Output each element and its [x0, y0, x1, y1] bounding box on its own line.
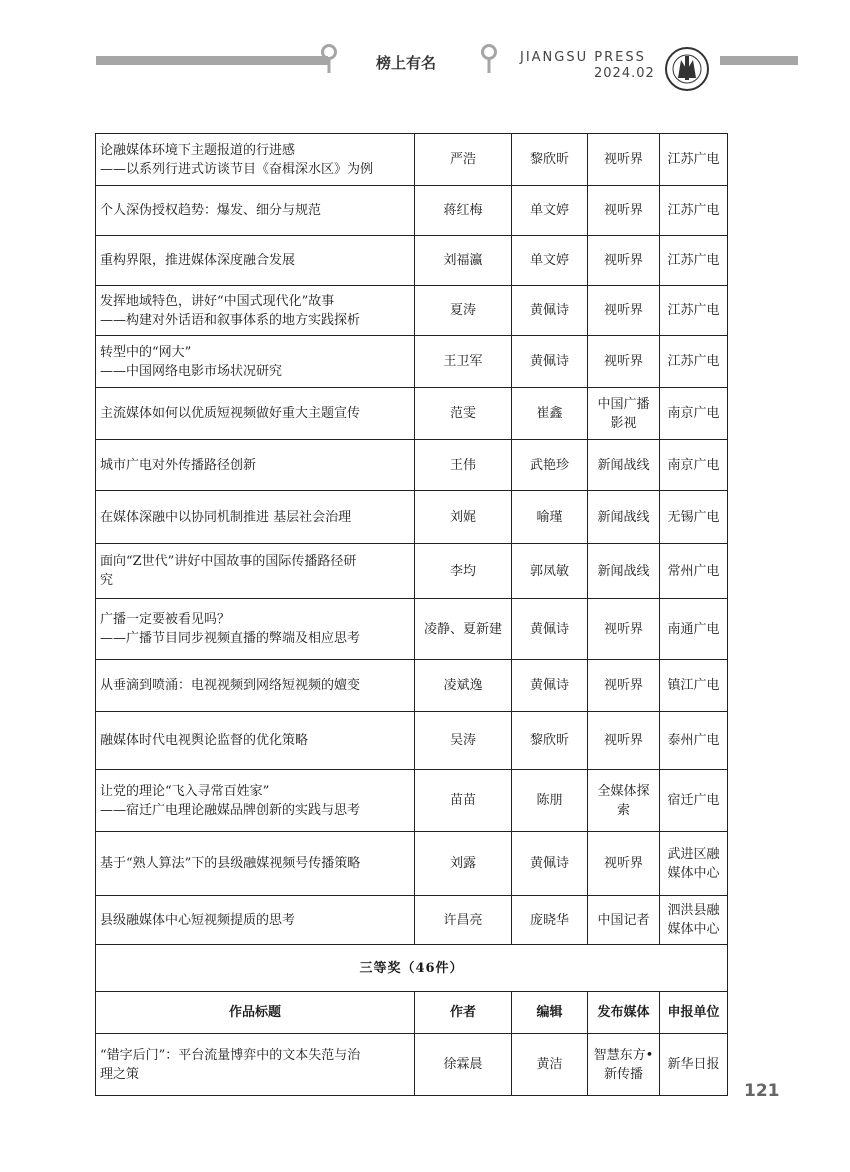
table-row	[96, 544, 728, 599]
column-header-author: 作者	[415, 992, 512, 1034]
editor-cell: 黄佩诗	[512, 832, 588, 896]
work-title-line: 广播一定要被看见吗？	[100, 612, 231, 627]
media-cell: 全媒体探索	[588, 770, 660, 832]
publication-name: JIANGSU PRESS	[520, 50, 646, 65]
section-title: 三等奖（46件）	[96, 945, 728, 992]
media-cell: 视听界	[588, 236, 660, 286]
media-cell: 视听界	[588, 712, 660, 770]
work-title	[96, 660, 415, 712]
work-title-line: 主流媒体如何以优质短视频做好重大主题宣传	[100, 406, 361, 421]
media-cell: 新闻战线	[588, 491, 660, 544]
unit-cell: 江苏广电	[660, 186, 728, 236]
author-cell: 严浩	[415, 134, 512, 186]
work-title-line: 融媒体时代电视舆论监督的优化策略	[100, 733, 309, 748]
work-title	[96, 896, 415, 945]
editor-cell: 庞晓华	[512, 896, 588, 945]
table-row	[96, 236, 728, 286]
work-title-line: 让党的理论“飞入寻常百姓家”	[100, 783, 270, 799]
work-title	[96, 336, 415, 388]
media-cell: 智慧东方•新传播	[588, 1034, 660, 1096]
column-header-unit: 申报单位	[660, 992, 728, 1034]
work-title-line: “错字后门”：平台流量博弈中的文本失范与治	[100, 1047, 361, 1063]
unit-cell: 南京广电	[660, 440, 728, 491]
column-header-title: 作品标题	[96, 992, 415, 1034]
author-cell: 夏涛	[415, 286, 512, 336]
editor-cell: 喻瑾	[512, 491, 588, 544]
author-cell: 刘露	[415, 832, 512, 896]
work-title	[96, 712, 415, 770]
work-title-line: ——构建对外话语和叙事体系的地方实践探析	[100, 312, 361, 328]
work-title-line: 发挥地域特色，讲好“中国式现代化”故事	[100, 293, 335, 309]
work-title-line: 面向“Z世代”讲好中国故事的国际传播路径研	[100, 554, 357, 569]
column-header-media: 发布媒体	[588, 992, 660, 1034]
work-title-line: 重构界限，推进媒体深度融合发展	[100, 253, 296, 268]
author-cell: 苗苗	[415, 770, 512, 832]
unit-cell: 南京广电	[660, 388, 728, 440]
table-row	[96, 896, 728, 945]
work-title	[96, 286, 415, 336]
work-title	[96, 832, 415, 896]
pin-icon	[480, 44, 498, 74]
unit-cell: 无锡广电	[660, 491, 728, 544]
unit-cell: 常州广电	[660, 544, 728, 599]
media-cell: 新闻战线	[588, 440, 660, 491]
author-cell: 王伟	[415, 440, 512, 491]
media-cell: 视听界	[588, 336, 660, 388]
work-title-line: 转型中的“网大”	[100, 344, 192, 360]
unit-cell: 江苏广电	[660, 134, 728, 186]
work-title	[96, 134, 415, 186]
work-title-line: 论融媒体环境下主题报道的行进感	[100, 142, 296, 158]
section-row	[96, 945, 728, 992]
work-title	[96, 599, 415, 660]
work-title	[96, 491, 415, 544]
table-row	[96, 491, 728, 544]
editor-cell: 黎欣昕	[512, 134, 588, 186]
media-cell: 视听界	[588, 660, 660, 712]
table-row	[96, 660, 728, 712]
work-title-line: ——中国网络电影市场状况研究	[100, 363, 283, 379]
work-title	[96, 388, 415, 440]
column-header-editor: 编辑	[512, 992, 588, 1034]
work-title	[96, 770, 415, 832]
unit-cell: 镇江广电	[660, 660, 728, 712]
table-row	[96, 832, 728, 896]
unit-cell: 新华日报	[660, 1034, 728, 1096]
work-title-line: 理之策	[100, 1066, 140, 1082]
media-cell: 视听界	[588, 832, 660, 896]
unit-cell: 江苏广电	[660, 286, 728, 336]
author-cell: 刘福瀛	[415, 236, 512, 286]
unit-cell: 泗洪县融媒体中心	[660, 896, 728, 945]
media-cell: 视听界	[588, 286, 660, 336]
pin-icon	[320, 44, 338, 74]
author-cell: 凌静、夏新建	[415, 599, 512, 660]
author-cell: 范雯	[415, 388, 512, 440]
work-title-line: 在媒体深融中以协同机制推进 基层社会治理	[100, 509, 352, 525]
table-row	[96, 770, 728, 832]
table-row	[96, 1034, 728, 1096]
media-cell: 视听界	[588, 186, 660, 236]
journal-seal-icon	[664, 46, 710, 92]
editor-cell: 单文婷	[512, 236, 588, 286]
editor-cell: 黄佩诗	[512, 336, 588, 388]
author-cell: 蒋红梅	[415, 186, 512, 236]
work-title-line: 城市广电对外传播路径创新	[100, 457, 257, 473]
media-cell: 视听界	[588, 599, 660, 660]
awards-table	[95, 133, 728, 1096]
work-title-line: ——宿迁广电理论融媒品牌创新的实践与思考	[100, 802, 361, 818]
editor-cell: 崔鑫	[512, 388, 588, 440]
work-title	[96, 544, 415, 599]
work-title	[96, 440, 415, 491]
work-title	[96, 236, 415, 286]
work-title-line: 个人深伪授权趋势：爆发、细分与规范	[100, 203, 322, 218]
work-title-line: 基于“熟人算法”下的县级融媒视频号传播策略	[100, 856, 361, 871]
table-row	[96, 599, 728, 660]
author-cell: 凌斌逸	[415, 660, 512, 712]
table-row	[96, 134, 728, 186]
header-bar-right	[720, 56, 798, 65]
editor-cell: 武艳珍	[512, 440, 588, 491]
header-bar-left	[96, 56, 328, 65]
editor-cell: 郭凤敏	[512, 544, 588, 599]
table-row	[96, 712, 728, 770]
unit-cell: 武进区融媒体中心	[660, 832, 728, 896]
media-cell: 视听界	[588, 134, 660, 186]
table-row	[96, 388, 728, 440]
editor-cell: 黄洁	[512, 1034, 588, 1096]
issue-number: 2024.02	[594, 66, 655, 81]
unit-cell: 江苏广电	[660, 236, 728, 286]
author-cell: 刘娓	[415, 491, 512, 544]
author-cell: 王卫军	[415, 336, 512, 388]
work-title-line: 从垂滴到喷涌：电视视频到网络短视频的嬗变	[100, 678, 361, 693]
table-row	[96, 440, 728, 491]
media-cell: 新闻战线	[588, 544, 660, 599]
editor-cell: 黄佩诗	[512, 599, 588, 660]
media-cell: 中国广播影视	[588, 388, 660, 440]
unit-cell: 泰州广电	[660, 712, 728, 770]
unit-cell: 江苏广电	[660, 336, 728, 388]
author-cell: 吴涛	[415, 712, 512, 770]
work-title-line: ——广播节目同步视频直播的弊端及相应思考	[100, 631, 361, 646]
page-header	[0, 0, 850, 110]
editor-cell: 黎欣昕	[512, 712, 588, 770]
work-title-line: ——以系列行进式访谈节目《奋楫深水区》为例	[100, 161, 374, 177]
author-cell: 徐霖晨	[415, 1034, 512, 1096]
editor-cell: 黄佩诗	[512, 286, 588, 336]
table-row	[96, 186, 728, 236]
work-title	[96, 186, 415, 236]
author-cell: 李均	[415, 544, 512, 599]
media-cell: 中国记者	[588, 896, 660, 945]
column-header-row	[96, 992, 728, 1034]
work-title	[96, 1034, 415, 1096]
section-name: 榜上有名	[376, 54, 437, 72]
work-title-line: 县级融媒体中心短视频提质的思考	[100, 912, 296, 928]
page-number: 121	[744, 1081, 780, 1101]
work-title-line: 究	[100, 573, 114, 588]
editor-cell: 单文婷	[512, 186, 588, 236]
editor-cell: 黄佩诗	[512, 660, 588, 712]
table-row	[96, 336, 728, 388]
author-cell: 许昌亮	[415, 896, 512, 945]
editor-cell: 陈朋	[512, 770, 588, 832]
unit-cell: 宿迁广电	[660, 770, 728, 832]
unit-cell: 南通广电	[660, 599, 728, 660]
table-row	[96, 286, 728, 336]
